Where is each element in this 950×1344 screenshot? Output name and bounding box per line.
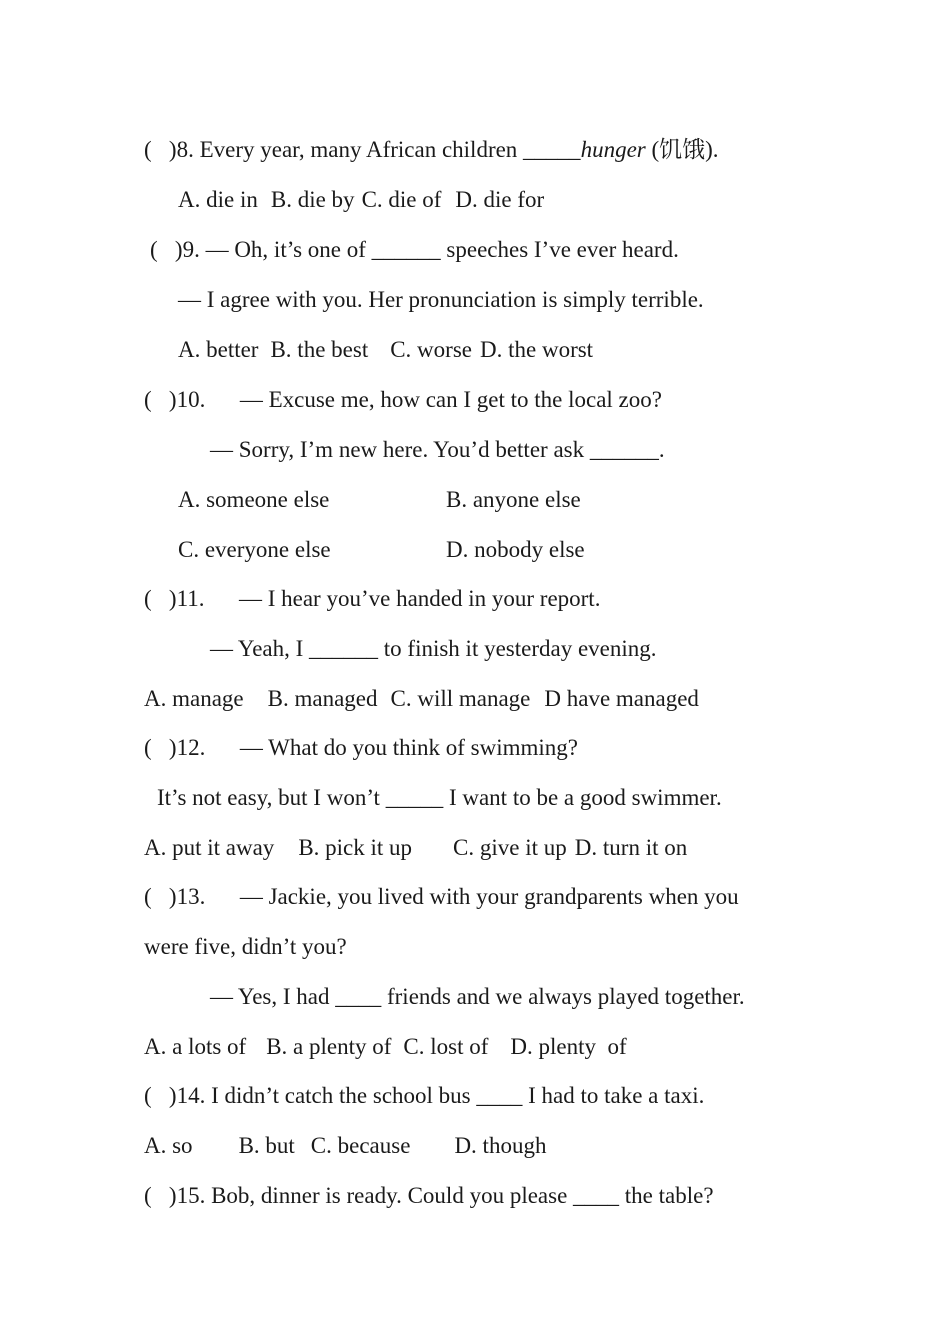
question-11-options: [144, 685, 699, 713]
question-8-options: [178, 186, 544, 214]
option-d: D. die for: [455, 187, 545, 212]
question-10-option-c: C. everyone else: [178, 537, 331, 562]
question-10-option-b: B. anyone else: [446, 487, 581, 512]
option-c: C. will manage: [390, 686, 531, 711]
question-9-reply: — I agree with you. Her pronunciation is simply terrible.: [178, 287, 704, 312]
option-b: B. die by: [270, 187, 355, 212]
question-13-stem-continued: were five, didn’t you?: [144, 934, 347, 959]
question-9-options: [178, 336, 593, 364]
question-13-reply: — Yes, I had ____ friends and we always played together.: [210, 984, 745, 1009]
option-a: A. a lots of: [144, 1034, 247, 1059]
question-14-options: [144, 1132, 546, 1160]
question-10-option-d: D. nobody else: [446, 537, 585, 562]
question-11-reply: — Yeah, I ______ to finish it yesterday evening.: [210, 636, 657, 661]
question-10-stem: ( )10. — Excuse me, how can I get to the local zoo?: [144, 387, 662, 412]
option-d: D. plenty of: [510, 1034, 627, 1059]
option-a: A. die in: [178, 187, 258, 212]
option-b: B. managed: [267, 686, 378, 711]
option-d: D have managed: [544, 686, 699, 711]
question-11-stem: ( )11. — I hear you’ve handed in your report.: [144, 586, 601, 611]
question-14-stem: ( )14. I didn’t catch the school bus ____ I had to take a taxi.: [144, 1083, 705, 1108]
question-10-reply: — Sorry, I’m new here. You’d better ask ______.: [210, 437, 665, 462]
option-a: A. manage: [144, 686, 244, 711]
option-c: C. worse: [390, 337, 472, 362]
option-b: B. a plenty of: [266, 1034, 392, 1059]
option-b: B. but: [238, 1133, 295, 1158]
option-d: D. the worst: [480, 337, 594, 362]
option-a: A. better: [178, 337, 259, 362]
option-a: A. put it away: [144, 835, 275, 860]
question-12-reply: It’s not easy, but I won’t _____ I want to be a good swimmer.: [157, 785, 722, 810]
option-b: B. pick it up: [298, 835, 413, 860]
question-15-stem: ( )15. Bob, dinner is ready. Could you please ____ the table?: [144, 1183, 714, 1208]
question-13-options: [144, 1033, 627, 1061]
question-9-stem: ( )9. — Oh, it’s one of ______ speeches I’ve ever heard.: [150, 237, 679, 262]
question-12-stem: ( )12. — What do you think of swimming?: [144, 735, 578, 760]
option-c: C. give it up: [453, 835, 567, 860]
option-c: C. because: [310, 1133, 411, 1158]
option-c: C. lost of: [403, 1034, 489, 1059]
question-10-option-a: A. someone else: [178, 487, 330, 512]
question-8-stem: ( )8. Every year, many African children _____hunger (饥饿).: [144, 137, 719, 162]
question-12-options: [144, 834, 687, 862]
option-b: B. the best: [270, 337, 369, 362]
option-a: A. so: [144, 1133, 193, 1158]
option-c: C. die of: [361, 187, 442, 212]
option-d: D. though: [454, 1133, 547, 1158]
question-13-stem: ( )13. — Jackie, you lived with your grandparents when you: [144, 884, 739, 909]
option-d: D. turn it on: [574, 835, 688, 860]
